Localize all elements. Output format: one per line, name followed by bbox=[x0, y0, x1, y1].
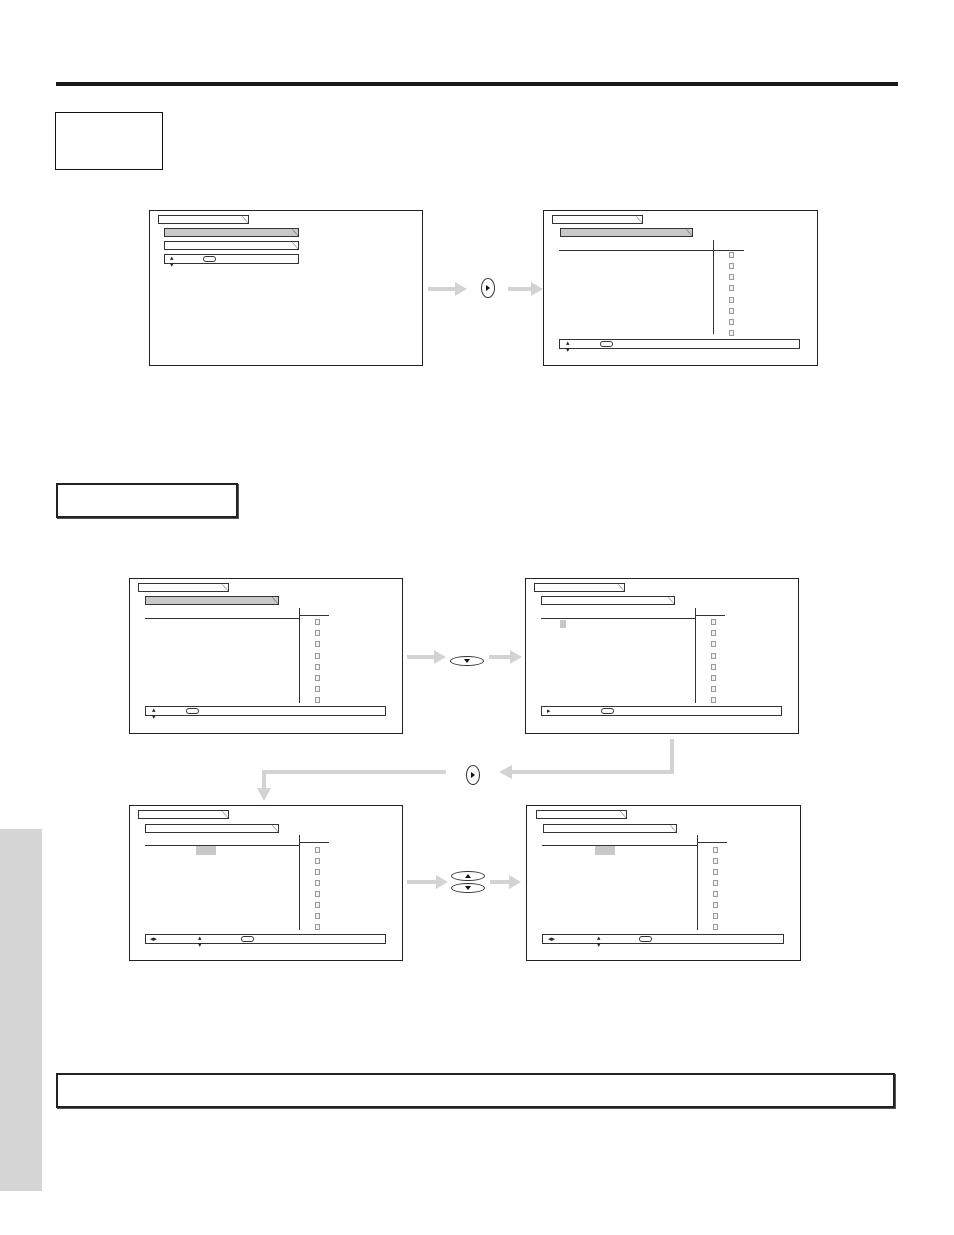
screen-lock-list-4 bbox=[129, 805, 403, 961]
lock-icon bbox=[711, 619, 716, 625]
enter-button-icon bbox=[241, 936, 254, 942]
lock-icon bbox=[729, 308, 734, 314]
top-rule bbox=[56, 82, 898, 86]
flow-arrow-head bbox=[436, 875, 448, 889]
flow-arrow-head bbox=[531, 282, 543, 296]
lock-icon bbox=[711, 630, 716, 636]
list-header-line bbox=[542, 845, 698, 846]
list-header-line bbox=[713, 250, 744, 251]
lock-icon bbox=[315, 880, 320, 886]
screen-menu-1 bbox=[149, 210, 423, 366]
up-down-icon: ▴ ▾ bbox=[170, 255, 174, 269]
enter-button-icon bbox=[186, 708, 199, 714]
lock-icon bbox=[315, 675, 320, 681]
flow-arrow-head bbox=[509, 875, 521, 889]
up-down-icon: ▴ ▾ bbox=[152, 707, 156, 721]
enter-button-icon bbox=[639, 936, 652, 942]
side-section-tab bbox=[0, 829, 42, 1191]
menu-title-tab bbox=[158, 215, 249, 224]
list-header-line bbox=[145, 618, 300, 619]
screen-lock-list-1 bbox=[543, 210, 818, 366]
lock-icon bbox=[729, 252, 734, 258]
lock-icon bbox=[711, 675, 716, 681]
submenu-tab bbox=[145, 824, 279, 833]
menu-item bbox=[164, 241, 299, 250]
lock-icon bbox=[315, 664, 320, 670]
flow-arrow-head bbox=[257, 788, 271, 801]
lock-icon bbox=[711, 653, 716, 659]
right-cursor-button-icon bbox=[481, 278, 495, 298]
lock-icon bbox=[315, 619, 320, 625]
selected-field-highlight bbox=[196, 846, 216, 855]
list-divider bbox=[695, 608, 696, 703]
lock-icon bbox=[315, 913, 320, 919]
submenu-tab bbox=[541, 596, 675, 605]
flow-connector-horizontal bbox=[262, 770, 446, 774]
left-right-icon: ◂▸ bbox=[548, 936, 556, 943]
lock-icon bbox=[713, 913, 718, 919]
menu-title-tab bbox=[138, 583, 229, 592]
left-right-icon: ◂▸ bbox=[150, 936, 158, 943]
lock-icon bbox=[713, 924, 718, 930]
menu-title-tab bbox=[138, 810, 229, 819]
up-down-icon: ▴ ▾ bbox=[597, 935, 601, 949]
lock-icon bbox=[315, 641, 320, 647]
lock-icon bbox=[315, 686, 320, 692]
menu-title-tab bbox=[536, 810, 627, 819]
list-divider bbox=[713, 240, 714, 334]
note-bar bbox=[56, 1073, 895, 1108]
lock-icon bbox=[315, 858, 320, 864]
lock-icon bbox=[315, 697, 320, 703]
enter-button-icon bbox=[600, 341, 613, 347]
list-status-bar bbox=[541, 706, 782, 716]
down-cursor-button-icon bbox=[450, 656, 484, 666]
lock-icon bbox=[315, 869, 320, 875]
lock-icon bbox=[729, 263, 734, 269]
flow-connector-vertical bbox=[262, 770, 266, 790]
submenu-tab bbox=[145, 596, 279, 605]
up-down-icon: ▴ ▾ bbox=[566, 340, 570, 354]
selected-row-cursor bbox=[560, 620, 566, 628]
menu-title-tab bbox=[552, 215, 643, 224]
list-header-line bbox=[145, 845, 300, 846]
enter-button-icon bbox=[203, 256, 216, 262]
flow-arrow-shaft bbox=[428, 287, 456, 291]
flow-connector-vertical bbox=[670, 739, 674, 773]
lock-icon bbox=[711, 686, 716, 692]
enter-button-icon bbox=[601, 708, 614, 714]
lock-icon bbox=[713, 880, 718, 886]
lock-icon bbox=[729, 330, 734, 336]
list-divider bbox=[299, 608, 300, 703]
lock-icon bbox=[315, 630, 320, 636]
list-status-bar bbox=[542, 934, 784, 949]
down-cursor-button-icon bbox=[451, 883, 485, 893]
flow-arrow-head bbox=[510, 650, 522, 664]
lock-icon bbox=[711, 697, 716, 703]
flow-arrow-shaft bbox=[490, 880, 510, 884]
menu-item-highlighted bbox=[164, 228, 299, 237]
lock-icon bbox=[711, 641, 716, 647]
up-down-icon: ▴ ▾ bbox=[198, 935, 202, 949]
lock-icon bbox=[315, 653, 320, 659]
flow-arrow-head bbox=[434, 650, 446, 664]
flow-arrow-shaft bbox=[489, 655, 511, 659]
lock-icon bbox=[315, 847, 320, 853]
lock-icon bbox=[729, 297, 734, 303]
section2-label-box bbox=[56, 483, 238, 518]
menu-title-tab bbox=[534, 583, 625, 592]
cursor-move-icon: ▸ bbox=[547, 708, 551, 715]
list-status-bar bbox=[559, 339, 800, 354]
lock-icon bbox=[729, 319, 734, 325]
flow-arrow-shaft bbox=[508, 287, 532, 291]
flow-arrow-head bbox=[455, 282, 467, 296]
section1-label-box bbox=[55, 112, 163, 170]
list-header-line bbox=[299, 842, 329, 843]
list-status-bar bbox=[145, 706, 386, 721]
screen-lock-list-2 bbox=[129, 578, 403, 734]
lock-icon bbox=[315, 924, 320, 930]
lock-icon bbox=[713, 847, 718, 853]
list-divider bbox=[697, 835, 698, 930]
lock-icon bbox=[729, 285, 734, 291]
lock-icon bbox=[713, 891, 718, 897]
list-status-bar bbox=[145, 934, 386, 949]
submenu-tab bbox=[543, 824, 677, 833]
list-divider bbox=[299, 835, 300, 930]
submenu-tab bbox=[560, 228, 693, 237]
flow-connector-horizontal bbox=[512, 770, 674, 774]
screen-lock-list-5 bbox=[526, 805, 801, 961]
menu-status-bar bbox=[164, 254, 299, 269]
lock-icon bbox=[713, 902, 718, 908]
lock-icon bbox=[729, 274, 734, 280]
list-header-line bbox=[541, 618, 696, 619]
list-header-line bbox=[695, 615, 725, 616]
right-cursor-button-icon bbox=[466, 765, 480, 785]
lock-icon bbox=[315, 891, 320, 897]
selected-field-highlight bbox=[595, 846, 615, 855]
flow-arrow-head bbox=[499, 765, 512, 779]
flow-arrow-shaft bbox=[407, 880, 437, 884]
screen-lock-list-3 bbox=[525, 578, 799, 734]
lock-icon bbox=[713, 869, 718, 875]
flow-arrow-shaft bbox=[407, 655, 435, 659]
lock-icon bbox=[713, 858, 718, 864]
lock-icon bbox=[315, 902, 320, 908]
list-header-line bbox=[299, 615, 329, 616]
list-header-line bbox=[559, 250, 714, 251]
up-cursor-button-icon bbox=[451, 871, 485, 881]
lock-icon bbox=[711, 664, 716, 670]
list-header-line bbox=[697, 842, 727, 843]
